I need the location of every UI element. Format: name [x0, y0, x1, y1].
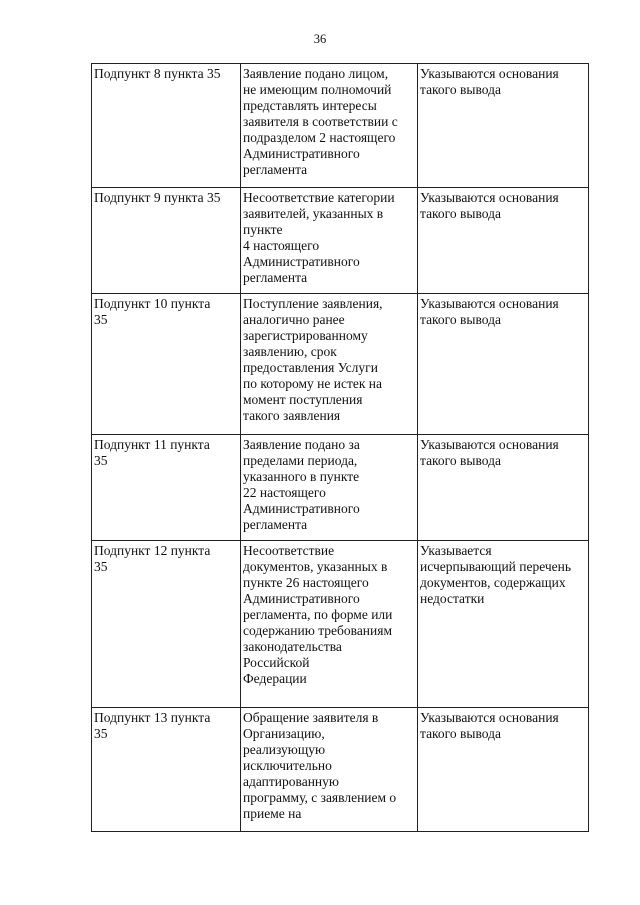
- explanation-cell: Указывается исчерпывающий перечень документов, содержащих недостатки: [418, 541, 589, 708]
- table-row: [92, 541, 589, 708]
- ground-cell: Подпункт 8 пункта 35: [92, 64, 241, 188]
- explanation-cell: Указываются основания такого вывода: [418, 294, 589, 435]
- table-row: [92, 294, 589, 435]
- page-number: 36: [313, 32, 327, 46]
- ground-cell: Подпункт 11 пункта 35: [92, 435, 241, 541]
- ground-cell: Подпункт 9 пункта 35: [92, 188, 241, 294]
- description-cell: Несоответствие документов, указанных в пункте 26 настоящего Административного регламента, по форме или содержанию требованиям законодательства Российской Федерации: [241, 541, 418, 708]
- table-row: [92, 188, 589, 294]
- grounds-table: [91, 63, 589, 832]
- ground-cell: Подпункт 10 пункта 35: [92, 294, 241, 435]
- explanation-cell: Указываются основания такого вывода: [418, 188, 589, 294]
- explanation-cell: Указываются основания такого вывода: [418, 64, 589, 188]
- description-cell: Заявление подано за пределами периода, указанного в пункте 22 настоящего Административного регламента: [241, 435, 418, 541]
- explanation-cell: Указываются основания такого вывода: [418, 708, 589, 832]
- explanation-cell: Указываются основания такого вывода: [418, 435, 589, 541]
- description-cell: Заявление подано лицом, не имеющим полномочий представлять интересы заявителя в соответствии с подразделом 2 настоящего Административного регламента: [241, 64, 418, 188]
- ground-cell: Подпункт 13 пункта 35: [92, 708, 241, 832]
- ground-cell: Подпункт 12 пункта 35: [92, 541, 241, 708]
- table-row: [92, 708, 589, 832]
- table-row: [92, 64, 589, 188]
- table-row: [92, 435, 589, 541]
- description-cell: Поступление заявления, аналогично ранее зарегистрированному заявлению, срок предоставления Услуги по которому не истек на момент поступления такого заявления: [241, 294, 418, 435]
- description-cell: Несоответствие категории заявителей, указанных в пункте 4 настоящего Административного регламента: [241, 188, 418, 294]
- description-cell: Обращение заявителя в Организацию, реализующую исключительно адаптированную программу, с заявлением о приеме на: [241, 708, 418, 832]
